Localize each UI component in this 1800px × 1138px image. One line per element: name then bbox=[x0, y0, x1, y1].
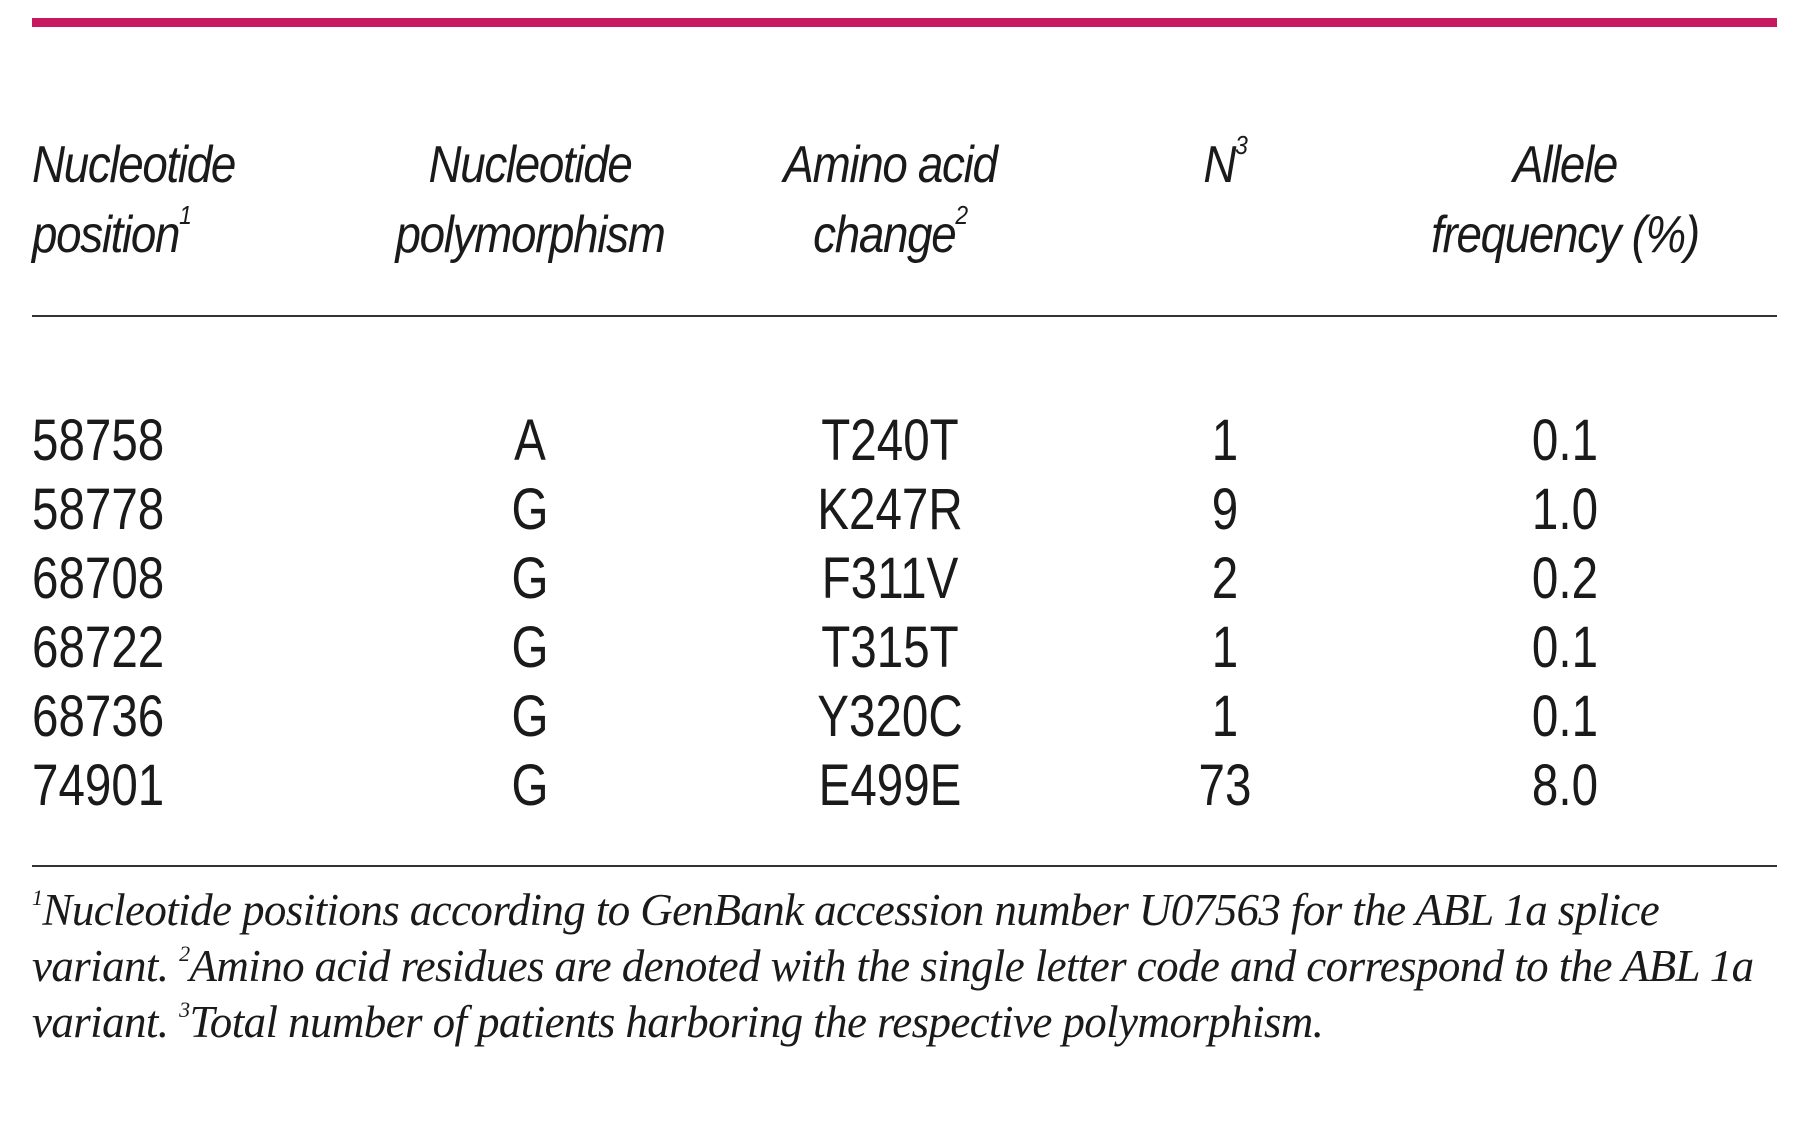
cell-polymorphism: G bbox=[511, 477, 549, 542]
cell-allele-frequency: 0.1 bbox=[1531, 684, 1599, 749]
cell-allele-frequency: 0.1 bbox=[1531, 615, 1599, 680]
cell-amino-acid-change: E499E bbox=[818, 753, 962, 818]
cell-n: 2 bbox=[1211, 546, 1239, 611]
cell-n: 1 bbox=[1211, 615, 1239, 680]
cell-polymorphism: A bbox=[514, 408, 546, 473]
cell-position: 74901 bbox=[32, 753, 165, 818]
table-row bbox=[32, 544, 1777, 614]
cell-position: 58758 bbox=[32, 408, 165, 473]
table-row bbox=[32, 682, 1777, 752]
cell-allele-frequency: 0.1 bbox=[1531, 408, 1599, 473]
table-row bbox=[32, 406, 1777, 476]
header-amino-sup: 2 bbox=[955, 200, 967, 230]
header-polymorphism-line1: Nucleotide bbox=[428, 136, 632, 194]
header-amino-acid-change bbox=[758, 130, 1022, 280]
cell-allele-frequency: 8.0 bbox=[1531, 753, 1599, 818]
header-position-line2: position bbox=[32, 206, 180, 264]
cell-polymorphism: G bbox=[511, 546, 549, 611]
cell-position: 68722 bbox=[32, 615, 165, 680]
footer-divider bbox=[32, 865, 1777, 867]
cell-n: 1 bbox=[1211, 684, 1239, 749]
cell-polymorphism: G bbox=[511, 615, 549, 680]
cell-polymorphism: G bbox=[511, 684, 549, 749]
footnote-3-marker: 3 bbox=[179, 997, 190, 1022]
cell-n: 1 bbox=[1211, 408, 1239, 473]
top-accent-rule bbox=[32, 18, 1777, 27]
footnote-1: Nucleotide positions according to GenBank accession number U07563 for the ABL 1a splice variant. bbox=[32, 885, 1660, 991]
header-n-sup: 3 bbox=[1235, 130, 1247, 160]
header-frequency-line2: frequency (%) bbox=[1431, 206, 1699, 264]
cell-amino-acid-change: T315T bbox=[821, 615, 959, 680]
header-position-line1: Nucleotide bbox=[32, 136, 236, 194]
footnote-3: Total number of patients harboring the respective polymorphism. bbox=[189, 997, 1324, 1047]
cell-amino-acid-change: K247R bbox=[817, 477, 963, 542]
footnote-2: Amino acid residues are denoted with the single letter code and correspond to the ABL 1a variant. bbox=[32, 941, 1754, 1047]
cell-amino-acid-change: F311V bbox=[821, 546, 959, 611]
header-allele-frequency bbox=[1420, 130, 1710, 280]
header-n-line1: N bbox=[1203, 136, 1236, 194]
table-row bbox=[32, 613, 1777, 683]
cell-position: 68708 bbox=[32, 546, 165, 611]
cell-n: 9 bbox=[1211, 477, 1239, 542]
cell-amino-acid-change: Y320C bbox=[817, 684, 963, 749]
footnote-2-marker: 2 bbox=[179, 941, 190, 966]
cell-position: 58778 bbox=[32, 477, 165, 542]
header-amino-line1: Amino acid bbox=[783, 136, 997, 194]
header-polymorphism-line2: polymorphism bbox=[395, 206, 665, 264]
header-nucleotide-position bbox=[32, 130, 296, 280]
cell-allele-frequency: 0.2 bbox=[1531, 546, 1599, 611]
cell-allele-frequency: 1.0 bbox=[1531, 477, 1599, 542]
cell-amino-acid-change: T240T bbox=[821, 408, 959, 473]
header-n bbox=[1159, 130, 1291, 280]
header-nucleotide-polymorphism bbox=[389, 130, 671, 280]
table-footnotes bbox=[32, 882, 1782, 1050]
table-row bbox=[32, 751, 1777, 821]
cell-polymorphism: G bbox=[511, 753, 549, 818]
header-position-sup: 1 bbox=[179, 200, 191, 230]
cell-n: 73 bbox=[1198, 753, 1252, 818]
table-row bbox=[32, 475, 1777, 545]
footnote-1-marker: 1 bbox=[32, 885, 43, 910]
header-frequency-line1: Allele bbox=[1512, 136, 1618, 194]
header-divider bbox=[32, 315, 1777, 317]
cell-position: 68736 bbox=[32, 684, 165, 749]
header-amino-line2: change bbox=[813, 206, 956, 264]
